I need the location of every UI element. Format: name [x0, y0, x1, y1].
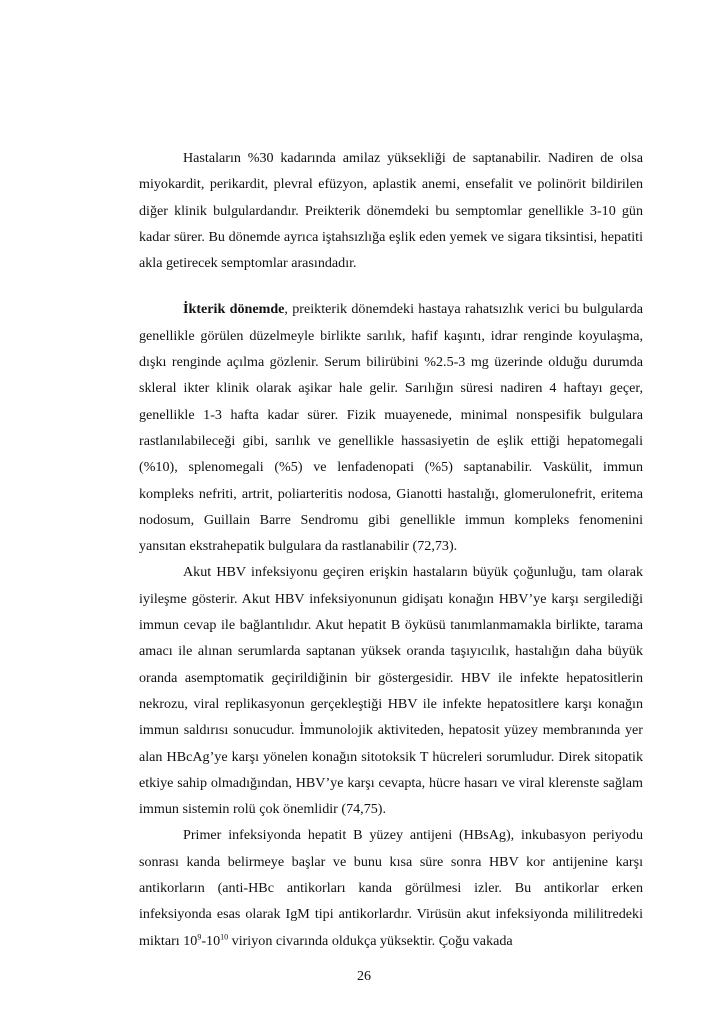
- paragraph-text: Hastaların %30 kadarında amilaz yüksekliği de saptanabilir. Nadiren de olsa miyokardit, perikardit, plevral efüzyon, aplastik anemi, ensefalit ve polinörit bildirilen diğer klinik bulgulardandır. Preikterik dönemdeki bu semptomlar genellikle 3-10 gün kadar sürer. Bu dönemde ayrıca iştahsızlığa eşlik eden yemek ve sigara tiksintisi, hepatiti akla getirecek semptomlar arasındadır.: [139, 150, 643, 272]
- paragraph-icteric-phase: [139, 296, 643, 559]
- bold-heading-icteric: İkterik dönemde: [183, 301, 285, 318]
- paragraph-text: -10: [201, 932, 221, 949]
- paragraph-acute-hbv: [139, 559, 643, 822]
- paragraph-preicteric-symptoms: [139, 145, 643, 276]
- superscript-exponent: 9: [197, 931, 202, 941]
- superscript-exponent: 10: [220, 931, 229, 941]
- paragraph-text: , preikterik dönemdeki hastaya rahatsızlık verici bu bulgularda genellikle görülen düzelmeyle birlikte sarılık, hafif kaşıntı, idrar renginde koyulaşma, dışkı renginde açılma gözlenir. Serum bilirübini %2.5-3 mg üzerinde olduğu durumda skleral ikter klinik olarak aşikar hale gelir. Sarılığın süresi nadiren 4 haftayı geçer, genellikle 1-3 hafta kadar sürer. Fizik muayenede, minimal nonspesifik bulgulara rastlanılabileceği gibi, sarılık ve genellikle hassasiyetin de eşlik ettiği hepatomegali (%10), splenomegali (%5) ve lenfadenopati (%5) saptanabilir. Vaskülit, immun kompleks nefriti, artrit, poliarteritis nodosa, Gianotti hastalığı, glomerulonefrit, eritema nodosum, Guillain Barre Sendromu gibi genellikle immun kompleks fenomenini yansıtan ekstrahepatik bulgulara da rastlanabilir (72,73).: [139, 301, 643, 555]
- paragraph-primary-infection: [139, 822, 643, 953]
- page-number: 26: [357, 969, 371, 984]
- paragraph-text: viriyon civarında oldukça yüksektir. Çoğu vakada: [228, 932, 513, 949]
- body-text: [139, 145, 643, 954]
- paragraph-text: Akut HBV infeksiyonu geçiren erişkin hastaların büyük çoğunluğu, tam olarak iyileşme gösterir. Akut HBV infeksiyonunun gidişatı konağın HBV’ye karşı sergilediği immun cevap ile bağlantılıdır. Akut hepatit B öyküsü tanımlanmamakla birlikte, tarama amacı ile alınan serumlarda saptanan yüksek oranda taşıyıcılık, hastalığın daha büyük oranda asemptomatik geçirildiğinin bir göstergesidir. HBV ile infekte hepatositlerin nekrozu, viral replikasyonun gerçekleştiği HBV ile infekte hepatositlere karşı konağın immun saldırısı sonucudur. İmmunolojik aktiviteden, hepatosit yüzey membranında yer alan HBcAg’ye karşı yönelen konağın sitotoksik T hücreleri sorumludur. Direk sitopatik etkiye sahip olmadığından, HBV’ye karşı cevapta, hücre hasarı ve viral klerenste sağlam immun sistemin rolü çok önemlidir (74,75).: [139, 564, 643, 818]
- paragraph-text: Primer infeksiyonda hepatit B yüzey antijeni (HBsAg), inkubasyon periyodu sonrası kanda belirmeye başlar ve bunu kısa süre sonra HBV kor antijenine karşı antikorların (anti-HBc antikorları kanda görülmesi izler. Bu antikorlar erken infeksiyonda esas olarak IgM tipi antikorlardır. Virüsün akut infeksiyonda mililitredeki miktarı 10: [139, 827, 643, 949]
